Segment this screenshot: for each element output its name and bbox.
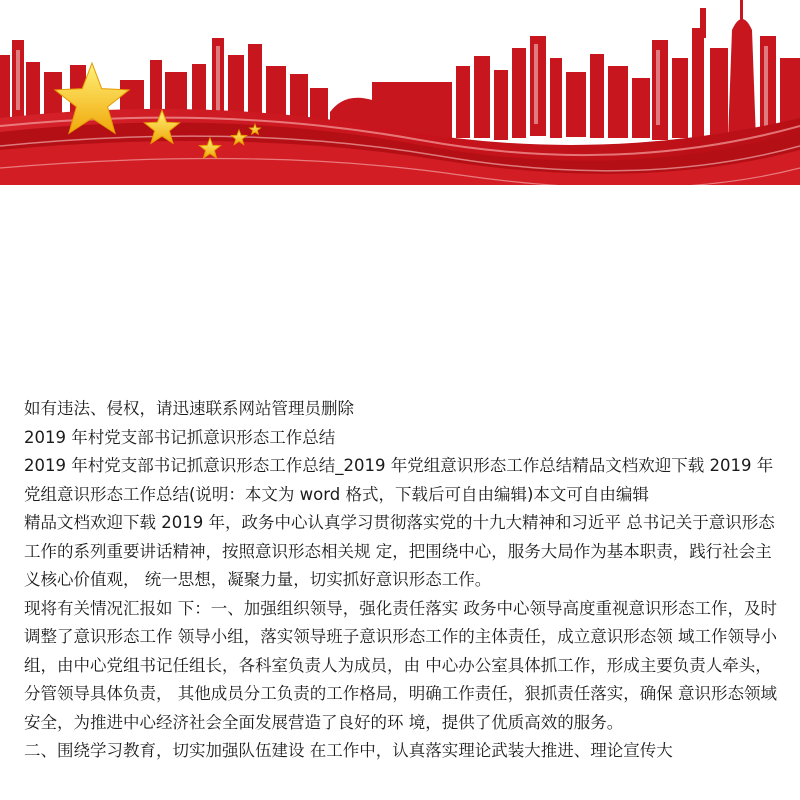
document-title: 2019 年村党支部书记抓意识形态工作总结 xyxy=(24,427,336,447)
party-banner xyxy=(0,0,800,185)
paragraph: 二、围绕学习教育，切实加强队伍建设 在工作中，认真落实理论武装大推进、理论宣传大 xyxy=(24,741,673,760)
paragraph: 现将有关情况汇报如 下：一、加强组织领导，强化责任落实 政务中心领导高度重视意识形态工作，及时调整了意识形态工作 领导小组，落实领导班子意识形态工作的主体责任，成立意识形态领 域工作领导小组，由中心党组书记任组长，各科室负责人为成员，由 中心办公室具体抓工作，形成主要负责人牵头，分管领导具体负责， 其他成员分工负责的工作格局，明确工作责任，狠抓责任落实，确保 意识形态领域安全，为推进中心经济社会全面发展营造了良好的环 境，提供了优质高效的服务。 xyxy=(24,598,777,732)
paragraph: 精品文档欢迎下载 2019 年，政务中心认真学习贯彻落实党的十九大精神和习近平 总书记关于意识形态工作的系列重要讲话精神，按照意识形态相关规 定，把围绕中心，服务大局作为基本职责，践行社会主义核心价值观， 统一思想，凝聚力量，切实抓好意识形态工作。 xyxy=(24,513,775,589)
banner-illustration xyxy=(0,0,800,185)
paragraph: 2019 年村党支部书记抓意识形态工作总结_2019 年党组意识形态工作总结精品文档欢迎下载 2019 年党组意识形态工作总结(说明：本文为 word 格式，下载后可自由编辑)本文可自由编辑 xyxy=(24,456,774,504)
notice-line: 如有违法、侵权，请迅速联系网站管理员删除 xyxy=(24,399,354,418)
document-body xyxy=(24,395,780,766)
